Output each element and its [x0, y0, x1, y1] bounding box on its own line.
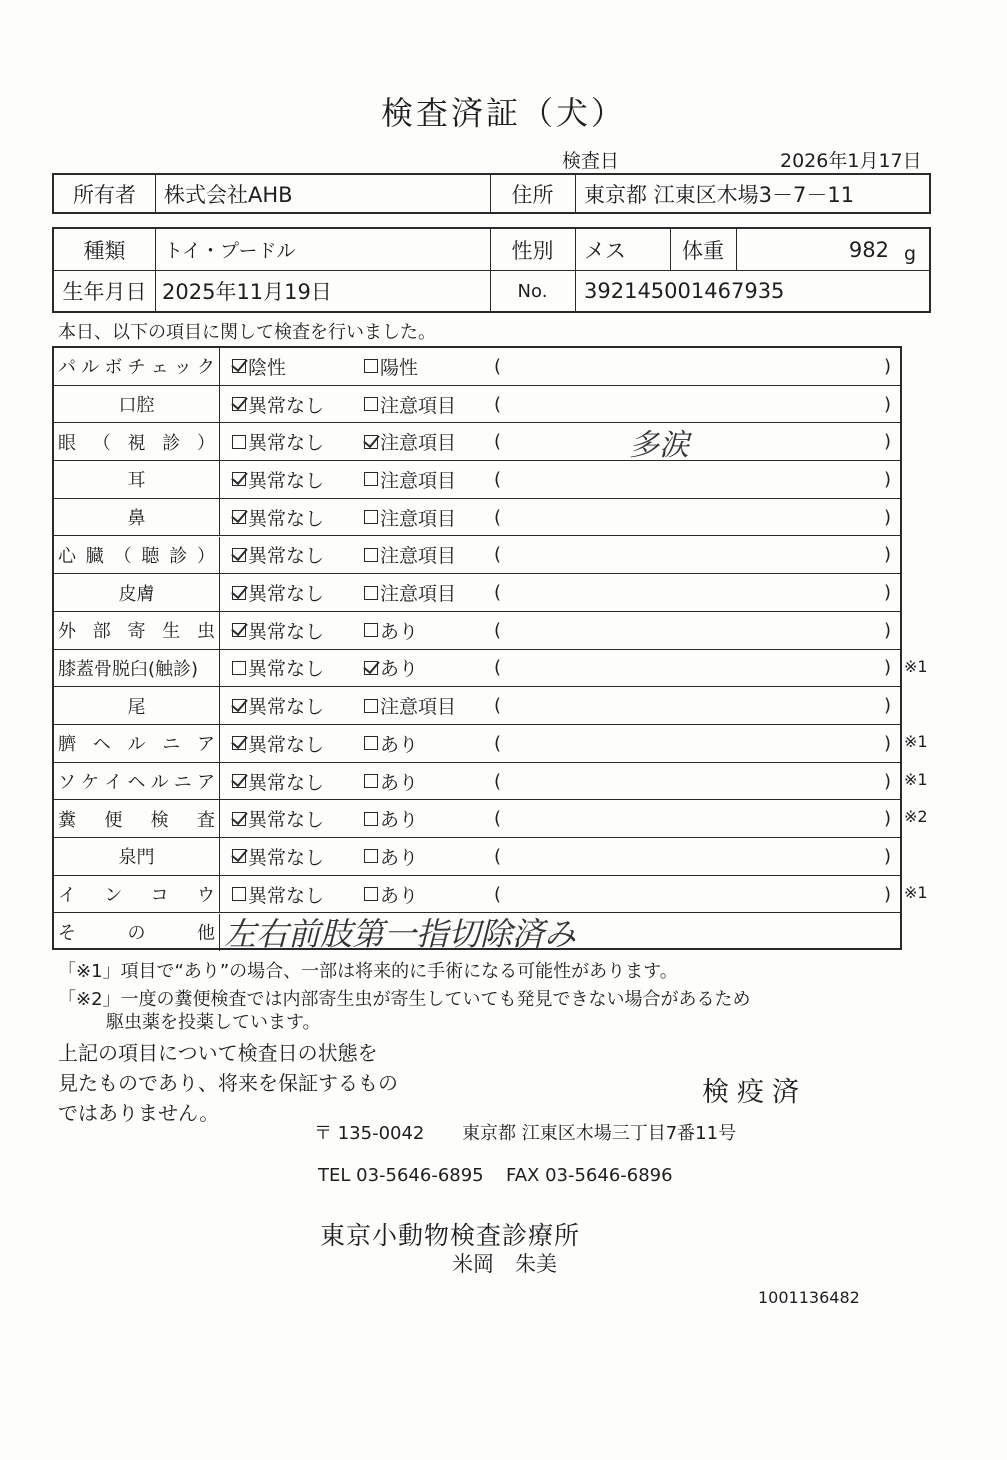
paren-open: (	[494, 544, 502, 566]
label-char: 生	[162, 621, 181, 643]
footnote-mark: ※1	[904, 769, 928, 789]
option-normal[interactable]	[232, 876, 324, 913]
disclaimer-line: 見たものであり、将来を保証するもの	[58, 1071, 398, 1095]
no-value: 392145001467935	[584, 279, 785, 303]
option-abnormal[interactable]	[364, 499, 456, 536]
option-label: 注意項目	[380, 696, 457, 719]
row-label: 膝蓋骨脱臼(触診)	[54, 650, 220, 687]
paren-close: )	[884, 808, 892, 830]
paren-open: (	[494, 619, 502, 641]
row-label	[54, 612, 220, 649]
label-char: ヘ	[92, 734, 111, 756]
label-char: ク	[196, 357, 215, 379]
footnote-2-line2: 駆虫薬を投薬しています。	[106, 1012, 321, 1033]
inspector-name: 米岡 朱美	[452, 1252, 557, 1276]
option-label: 陰性	[248, 356, 287, 379]
option-label: 異常なし	[248, 733, 325, 756]
option-label: あり	[380, 809, 419, 832]
paren-close: )	[884, 506, 892, 528]
option-label: 注意項目	[380, 432, 457, 455]
checked-box-icon[interactable]	[232, 510, 246, 524]
checkbox-icon[interactable]	[364, 736, 378, 750]
checklist-row	[54, 574, 900, 612]
option-abnormal[interactable]	[364, 838, 418, 875]
checklist-row	[54, 612, 900, 650]
address-label: 住所	[511, 182, 554, 207]
paren-open: (	[494, 431, 502, 453]
option-label: あり	[380, 884, 419, 907]
checkbox-icon[interactable]	[364, 699, 378, 713]
row-label	[54, 423, 220, 460]
checkbox-icon[interactable]	[364, 812, 378, 826]
label-char: ）	[197, 432, 215, 454]
checkbox-icon[interactable]	[364, 586, 378, 600]
option-abnormal[interactable]	[364, 650, 418, 687]
postal-code: 〒 135-0042	[314, 1123, 425, 1144]
option-normal[interactable]	[232, 537, 324, 574]
row-note: 多涙	[629, 427, 689, 463]
option-normal[interactable]	[232, 763, 324, 800]
option-label: 異常なし	[248, 809, 325, 832]
dob-value: 2025年11月19日	[162, 280, 332, 304]
option-normal[interactable]	[232, 650, 324, 687]
label-char: ボ	[104, 357, 123, 379]
owner-label: 所有者	[73, 182, 136, 207]
checked-box-icon[interactable]	[232, 699, 246, 713]
option-label: 異常なし	[248, 545, 325, 568]
label-char: 便	[104, 809, 123, 831]
paren-close: )	[884, 695, 892, 717]
checkbox-icon[interactable]	[364, 548, 378, 562]
label-char: （	[113, 545, 132, 567]
option-label: 注意項目	[380, 545, 457, 568]
checked-box-icon[interactable]	[232, 548, 246, 562]
label-char: 診	[169, 545, 188, 567]
paren-close: )	[884, 431, 892, 453]
label-char: ニ	[162, 734, 181, 756]
checklist-row	[54, 838, 900, 876]
other-value: 左右前肢第一指切除済み	[224, 915, 577, 954]
paren-close: )	[884, 657, 892, 679]
checklist-row	[54, 461, 900, 499]
checked-box-icon[interactable]	[232, 812, 246, 826]
footnote-1: 「※1」項目で“あり”の場合、一部は将来的に手術になる可能性があります。	[58, 961, 678, 982]
label-char: ル	[150, 772, 169, 794]
checkbox-icon[interactable]	[364, 887, 378, 901]
breed-label: 種類	[83, 238, 126, 263]
option-normal[interactable]	[232, 838, 324, 875]
animal-box	[52, 227, 931, 313]
paren-close: )	[884, 770, 892, 792]
label-char: ア	[197, 734, 215, 756]
no-label: No.	[517, 280, 548, 302]
disclaimer-line: 上記の項目について検査日の状態を	[58, 1041, 378, 1065]
checklist-row	[54, 687, 900, 725]
checked-box-icon[interactable]	[232, 586, 246, 600]
option-normal[interactable]	[232, 687, 324, 724]
row-label: 皮膚	[54, 574, 220, 611]
paren-close: )	[884, 883, 892, 905]
label-char: パ	[58, 357, 76, 379]
label-char: ケ	[81, 772, 100, 794]
quarantine-stamp: 検疫済	[702, 1077, 807, 1108]
label-char: ソ	[58, 772, 76, 794]
label-char: 寄	[127, 621, 146, 643]
label-char: 検	[150, 809, 169, 831]
row-label	[54, 348, 220, 385]
option-label: あり	[380, 846, 419, 869]
checklist-row	[54, 763, 900, 801]
paren-close: )	[884, 582, 892, 604]
label-char: ヘ	[127, 772, 146, 794]
option-normal[interactable]	[232, 423, 324, 460]
clinic-tel: TEL 03-5646-6895	[318, 1165, 484, 1186]
paren-open: (	[494, 657, 502, 679]
breed-value: トイ・プードル	[164, 240, 296, 262]
document-number: 1001136482	[758, 1288, 860, 1307]
label-char: 眼	[58, 432, 76, 454]
row-label: 口腔	[54, 386, 220, 423]
option-abnormal[interactable]	[364, 574, 456, 611]
option-abnormal[interactable]	[364, 876, 418, 913]
option-normal[interactable]	[232, 386, 324, 423]
other-label	[54, 914, 220, 952]
option-label: 注意項目	[380, 469, 457, 492]
option-label: 注意項目	[380, 507, 457, 530]
footnote-mark: ※2	[904, 807, 928, 827]
checkbox-icon[interactable]	[364, 472, 378, 486]
label-char: の	[127, 923, 146, 945]
checklist-row	[54, 386, 900, 424]
option-abnormal[interactable]	[364, 461, 456, 498]
paren-open: (	[494, 695, 502, 717]
checklist-row	[54, 348, 900, 386]
option-abnormal[interactable]	[364, 348, 418, 385]
label-char: そ	[58, 923, 76, 945]
footnote-mark: ※1	[904, 732, 928, 751]
checkbox-icon[interactable]	[232, 661, 246, 675]
owner-box	[52, 173, 931, 214]
paren-open: (	[494, 883, 502, 905]
label-char: 部	[92, 621, 111, 643]
option-label: 異常なし	[248, 432, 325, 455]
option-label: 注意項目	[380, 394, 457, 417]
dob-label: 生年月日	[62, 280, 147, 304]
label-char: ）	[196, 545, 215, 567]
weight-label: 体重	[682, 238, 724, 263]
label-char: （	[92, 432, 111, 454]
checkbox-icon[interactable]	[364, 397, 378, 411]
checklist-row	[54, 650, 900, 688]
checkbox-icon[interactable]	[364, 774, 378, 788]
option-label: 注意項目	[380, 583, 457, 606]
option-label: あり	[380, 658, 419, 681]
label-char: 聴	[141, 545, 160, 567]
clinic-name: 東京小動物検査診療所	[320, 1221, 581, 1250]
option-label: あり	[380, 733, 419, 756]
label-char: ウ	[196, 885, 215, 907]
option-label: あり	[380, 620, 419, 643]
inspection-grid	[52, 346, 902, 954]
checked-box-icon[interactable]	[232, 472, 246, 486]
checkbox-icon[interactable]	[364, 359, 378, 373]
paren-close: )	[884, 393, 892, 415]
row-label	[54, 763, 220, 800]
checkbox-icon[interactable]	[364, 623, 378, 637]
checklist-row	[54, 800, 900, 838]
checklist-row	[54, 537, 900, 575]
label-char: ア	[196, 772, 215, 794]
label-char: 外	[58, 621, 76, 643]
option-abnormal[interactable]	[364, 537, 456, 574]
label-char: 査	[196, 809, 215, 831]
paren-open: (	[494, 732, 502, 754]
paren-close: )	[884, 355, 892, 377]
footnote-2-line1: 「※2」一度の糞便検査では内部寄生虫が寄生していても発見できない場合があるため	[58, 989, 751, 1010]
option-label: 異常なし	[248, 620, 325, 643]
option-abnormal[interactable]	[364, 725, 418, 762]
checked-box-icon[interactable]	[364, 661, 378, 675]
label-char: 心	[58, 545, 76, 567]
option-normal[interactable]	[232, 725, 324, 762]
checkbox-icon[interactable]	[364, 510, 378, 524]
address-value: 東京都 江東区木場3－7－11	[584, 182, 855, 207]
checked-box-icon[interactable]	[364, 435, 378, 449]
paren-close: )	[884, 845, 892, 867]
label-char: ェ	[150, 357, 169, 379]
label-char: イ	[58, 885, 76, 907]
row-label	[54, 876, 220, 913]
other-row	[54, 914, 900, 952]
inspection-date: 2026年1月17日	[780, 150, 922, 172]
footnote-mark: ※1	[904, 656, 928, 676]
owner-value: 株式会社AHB	[164, 182, 293, 207]
intro-text: 本日、以下の項目に関して検査を行いました。	[58, 322, 436, 343]
label-char: 糞	[58, 809, 76, 831]
label-char: チ	[127, 357, 146, 379]
option-abnormal[interactable]	[364, 423, 456, 460]
paren-open: (	[494, 845, 502, 867]
row-label	[54, 725, 220, 762]
label-char: 臓	[85, 545, 104, 567]
option-normal[interactable]	[232, 499, 324, 536]
footnote-mark: ※1	[904, 882, 928, 902]
label-char: 虫	[197, 621, 215, 643]
option-label: 異常なし	[248, 469, 325, 492]
disclaimer	[58, 1038, 398, 1128]
sex-value: メス	[584, 238, 626, 263]
label-char: ン	[104, 885, 123, 907]
label-char: 臍	[58, 734, 76, 756]
option-label: 陽性	[380, 356, 419, 379]
option-normal[interactable]	[232, 800, 324, 837]
checked-box-icon[interactable]	[232, 623, 246, 637]
option-normal[interactable]	[232, 574, 324, 611]
option-normal[interactable]	[232, 612, 324, 649]
row-label: 泉門	[54, 838, 220, 875]
option-label: 異常なし	[248, 507, 325, 530]
label-char: 視	[127, 432, 146, 454]
option-label: 異常なし	[248, 696, 325, 719]
checked-box-icon[interactable]	[232, 359, 246, 373]
weight-unit: g	[904, 242, 917, 265]
checked-box-icon[interactable]	[232, 774, 246, 788]
row-label: 耳	[54, 461, 220, 498]
checked-box-icon[interactable]	[232, 849, 246, 863]
option-abnormal[interactable]	[364, 687, 456, 724]
checked-box-icon[interactable]	[232, 736, 246, 750]
clinic-fax: FAX 03-5646-6896	[506, 1165, 673, 1186]
paren-open: (	[494, 506, 502, 528]
option-label: 異常なし	[248, 846, 325, 869]
label-char: ニ	[173, 772, 192, 794]
paren-open: (	[494, 355, 502, 377]
paren-close: )	[884, 732, 892, 754]
paren-close: )	[884, 544, 892, 566]
row-label: 鼻	[54, 499, 220, 536]
paren-open: (	[494, 808, 502, 830]
paren-close: )	[884, 468, 892, 490]
checklist-row	[54, 499, 900, 537]
paren-open: (	[494, 468, 502, 490]
checklist-row	[54, 876, 900, 914]
paren-close: )	[884, 619, 892, 641]
checklist-row	[54, 423, 900, 461]
label-char: 診	[162, 432, 181, 454]
sex-label: 性別	[511, 238, 554, 263]
checkbox-icon[interactable]	[364, 849, 378, 863]
label-char: ッ	[173, 357, 192, 379]
option-label: 異常なし	[248, 583, 325, 606]
option-abnormal[interactable]	[364, 386, 456, 423]
checklist-row	[54, 725, 900, 763]
inspection-date-label: 検査日	[562, 150, 620, 172]
option-abnormal[interactable]	[364, 763, 418, 800]
option-label: 異常なし	[248, 658, 325, 681]
paren-open: (	[494, 770, 502, 792]
option-label: 異常なし	[248, 394, 325, 417]
label-char: イ	[104, 772, 123, 794]
document-title: 検査済証（犬）	[380, 94, 626, 132]
weight-value: 982	[848, 237, 889, 262]
label-char: ル	[127, 734, 146, 756]
checkbox-icon[interactable]	[232, 435, 246, 449]
label-char: 他	[197, 923, 215, 945]
option-abnormal[interactable]	[364, 800, 418, 837]
checked-box-icon[interactable]	[232, 397, 246, 411]
row-label	[54, 800, 220, 837]
label-char: ル	[81, 357, 100, 379]
label-char: コ	[150, 885, 169, 907]
option-label: あり	[380, 771, 419, 794]
paren-open: (	[494, 582, 502, 604]
option-abnormal[interactable]	[364, 612, 418, 649]
option-label: 異常なし	[248, 771, 325, 794]
disclaimer-line: ではありません。	[58, 1101, 220, 1125]
option-label: 異常なし	[248, 884, 325, 907]
option-normal[interactable]	[232, 461, 324, 498]
checkbox-icon[interactable]	[232, 887, 246, 901]
row-label: 尾	[54, 687, 220, 724]
row-label	[54, 537, 220, 574]
clinic-address: 東京都 江東区木場三丁目7番11号	[462, 1123, 737, 1144]
option-normal[interactable]	[232, 348, 286, 385]
paren-open: (	[494, 393, 502, 415]
